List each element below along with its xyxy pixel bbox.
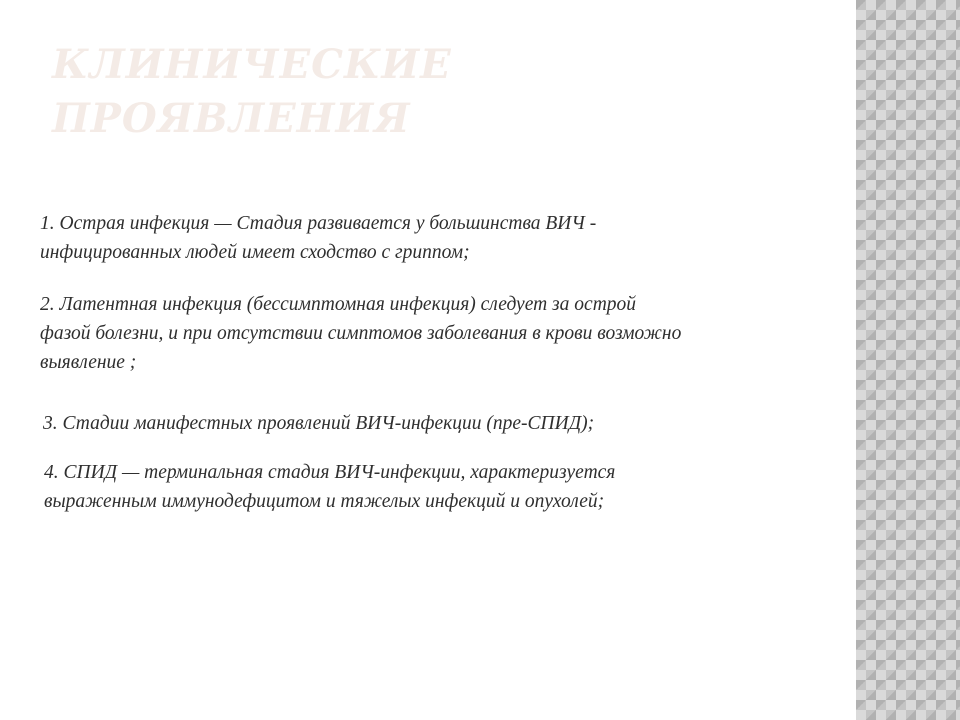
- list-item-aids: [44, 458, 615, 516]
- list-item-line: выраженным иммунодефицитом и тяжелых инфекций и опухолей;: [44, 491, 605, 512]
- list-item-line: инфицированных людей имеет сходство с гриппом;: [40, 242, 470, 263]
- decorative-side-pattern: [856, 0, 960, 720]
- list-item-line: выявление ;: [40, 352, 137, 373]
- list-item-latent-infection: [40, 290, 681, 377]
- list-item-pre-aids: [43, 409, 594, 438]
- list-item-line: фазой болезни, и при отсутствии симптомов заболевания в крови возможно: [40, 323, 682, 344]
- list-item-acute-infection: [40, 209, 596, 267]
- list-item-line: 2. Латентная инфекция (бессимптомная инфекция) следует за острой: [40, 294, 637, 315]
- slide-title-line: КЛИНИЧЕСКИЕ: [52, 41, 452, 88]
- list-item-line: 4. СПИД — терминальная стадия ВИЧ-инфекции, характеризуется: [44, 462, 616, 483]
- list-item-line: 1. Острая инфекция — Стадия развивается у большинства ВИЧ -: [40, 213, 597, 234]
- slide-title: [52, 38, 612, 146]
- list-item-line: 3. Стадии манифестных проявлений ВИЧ-инфекции (пре-СПИД);: [43, 413, 595, 434]
- slide-title-line: ПРОЯВЛЕНИЯ: [52, 95, 411, 142]
